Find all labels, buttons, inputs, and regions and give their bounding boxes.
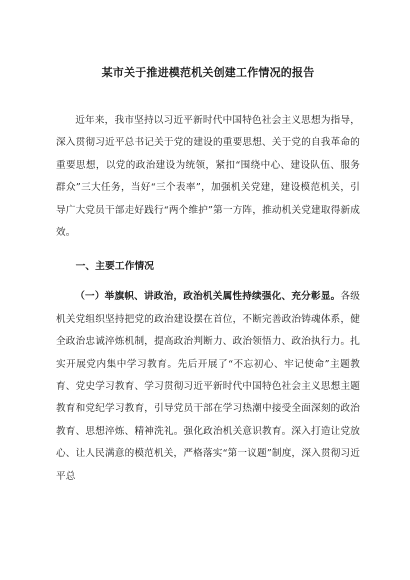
document-title: 某市关于推进模范机关创建工作情况的报告 — [101, 66, 315, 79]
section-heading-main-work: 一、主要工作情况 — [75, 261, 154, 273]
subsection-body: 各级机关党组织坚持把党的政治建设摆在首位，不断完善政治铸魂体系，健全政治忠诚淬炼机制，提高政治判断力、政治领悟力、政治执行力。扎实开展党内集中学习教育。先后开展了“不忘初心、牢记使命”主题教育、党史学习教育、学习贯彻习近平新时代中国特色社会主义思想主题教育和党纪学习教育，引导党员干部在学习热潮中接受全面深刻的政治教育、思想淬炼、精神洗礼。强化政治机关意识教育。深入打造让党放心、让人民满意的模范机关，严格落实“第一议题”制度，深入贯彻习近平总 — [56, 291, 361, 482]
subsection-heading: （一）举旗帜、讲政治，政治机关属性持续强化、充分彰显。 — [75, 291, 341, 303]
intro-paragraph: 近年来，我市坚持以习近平新时代中国特色社会主义思想为指导，深入贯彻习近平总书记关于党的建设的重要思想、关于党的自我革命的重要思想，以党的政治建设为统领，紧扣“围绕中心、建设队伍、服务群众”三大任务，当好“三个表率”，加强机关党建，建设模范机关，引导广大党员干部走好践行“两个维护”第一方阵，推动机关党建取得新成效。 — [56, 115, 360, 239]
subsection-paragraph — [56, 286, 360, 488]
